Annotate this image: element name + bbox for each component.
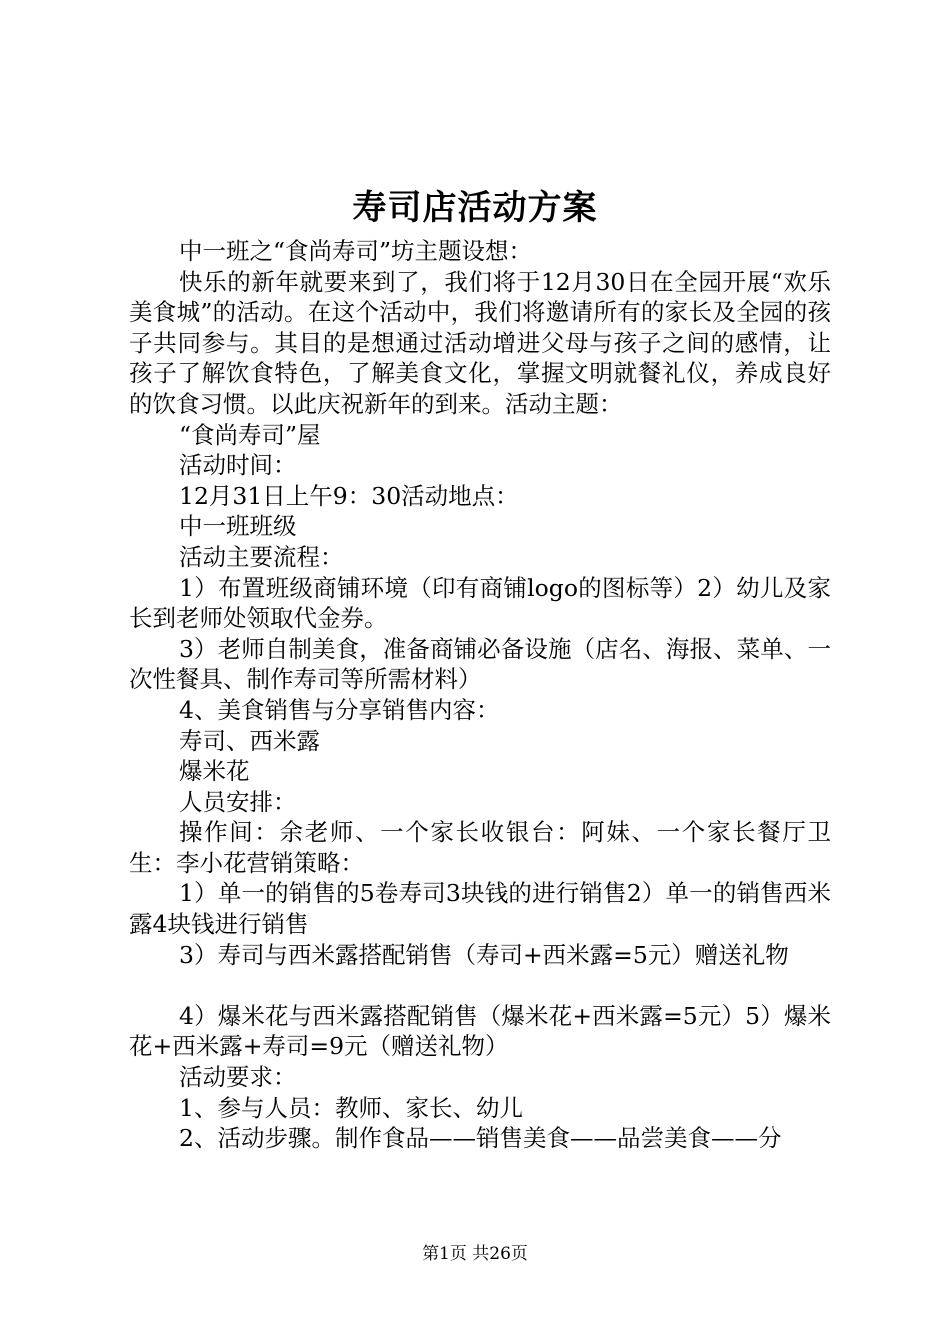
paragraph-background: 快乐的新年就要来到了，我们将于12月30日在全园开展“欢乐美食城”的活动。在这个活动中，我们将邀请所有的家长及全园的孩子共同参与。其目的是想通过活动增进父母与孩子之间的感情，让孩子了解饮食特色，了解美食文化，掌握文明就餐礼仪，养成良好的饮食习惯。以此庆祝新年的到来。活动主题： [129, 267, 831, 418]
paragraph-theme-intro: 中一班之“食尚寿司”坊主题设想： [179, 237, 533, 265]
paragraph-process-step-3: 3）老师自制美食，准备商铺必备设施（店名、海报、菜单、一次性餐具、制作寿司等所需材料） [129, 634, 831, 694]
paragraph-staff: 操作间：余老师、一个家长收银台：阿妹、一个家长餐厅卫生：李小花营销策略： [129, 818, 831, 877]
paragraph-time-label: 活动时间： [179, 451, 297, 480]
document-body [129, 236, 831, 1154]
paragraph-time-value: 12月31日上午9：30活动地点： [179, 481, 519, 510]
paragraph-theme-name: “食尚寿司”屋 [179, 420, 321, 449]
paragraph-process-label: 活动主要流程： [179, 542, 344, 571]
paragraph-requirements-label: 活动要求： [179, 1063, 297, 1092]
paragraph-strategy-4: 4）爆米花与西米露搭配销售（爆米花+西米露=5元）5）爆米花+西米露+寿司=9元（赠送礼物） [129, 1001, 831, 1061]
paragraph-requirement-1: 1、参与人员：教师、家长、幼儿 [179, 1093, 523, 1122]
page-number-footer: 第1页 共26页 [422, 1244, 528, 1264]
paragraph-staff-label: 人员安排： [179, 787, 297, 816]
paragraph-process-step-4: 4、美食销售与分享销售内容： [179, 695, 500, 724]
paragraph-strategy-1: 1）单一的销售的5卷寿司3块钱的进行销售2）单一的销售西米露4块钱进行销售 [129, 879, 831, 939]
paragraph-requirement-2: 2、活动步骤。制作食品——销售美食——品尝美食——分 [179, 1124, 782, 1153]
paragraph-popcorn: 爆米花 [179, 757, 250, 786]
document-title: 寿司店活动方案 [352, 188, 598, 228]
paragraph-process-step-1: 1）布置班级商铺环境（印有商铺logo的图标等）2）幼儿及家长到老师处领取代金券。 [129, 573, 831, 633]
paragraph-sale-items: 寿司、西米露 [179, 726, 320, 755]
paragraph-strategy-3: 3）寿司与西米露搭配销售（寿司+西米露=5元）赠送礼物 [179, 940, 789, 969]
paragraph-location: 中一班班级 [179, 512, 297, 541]
